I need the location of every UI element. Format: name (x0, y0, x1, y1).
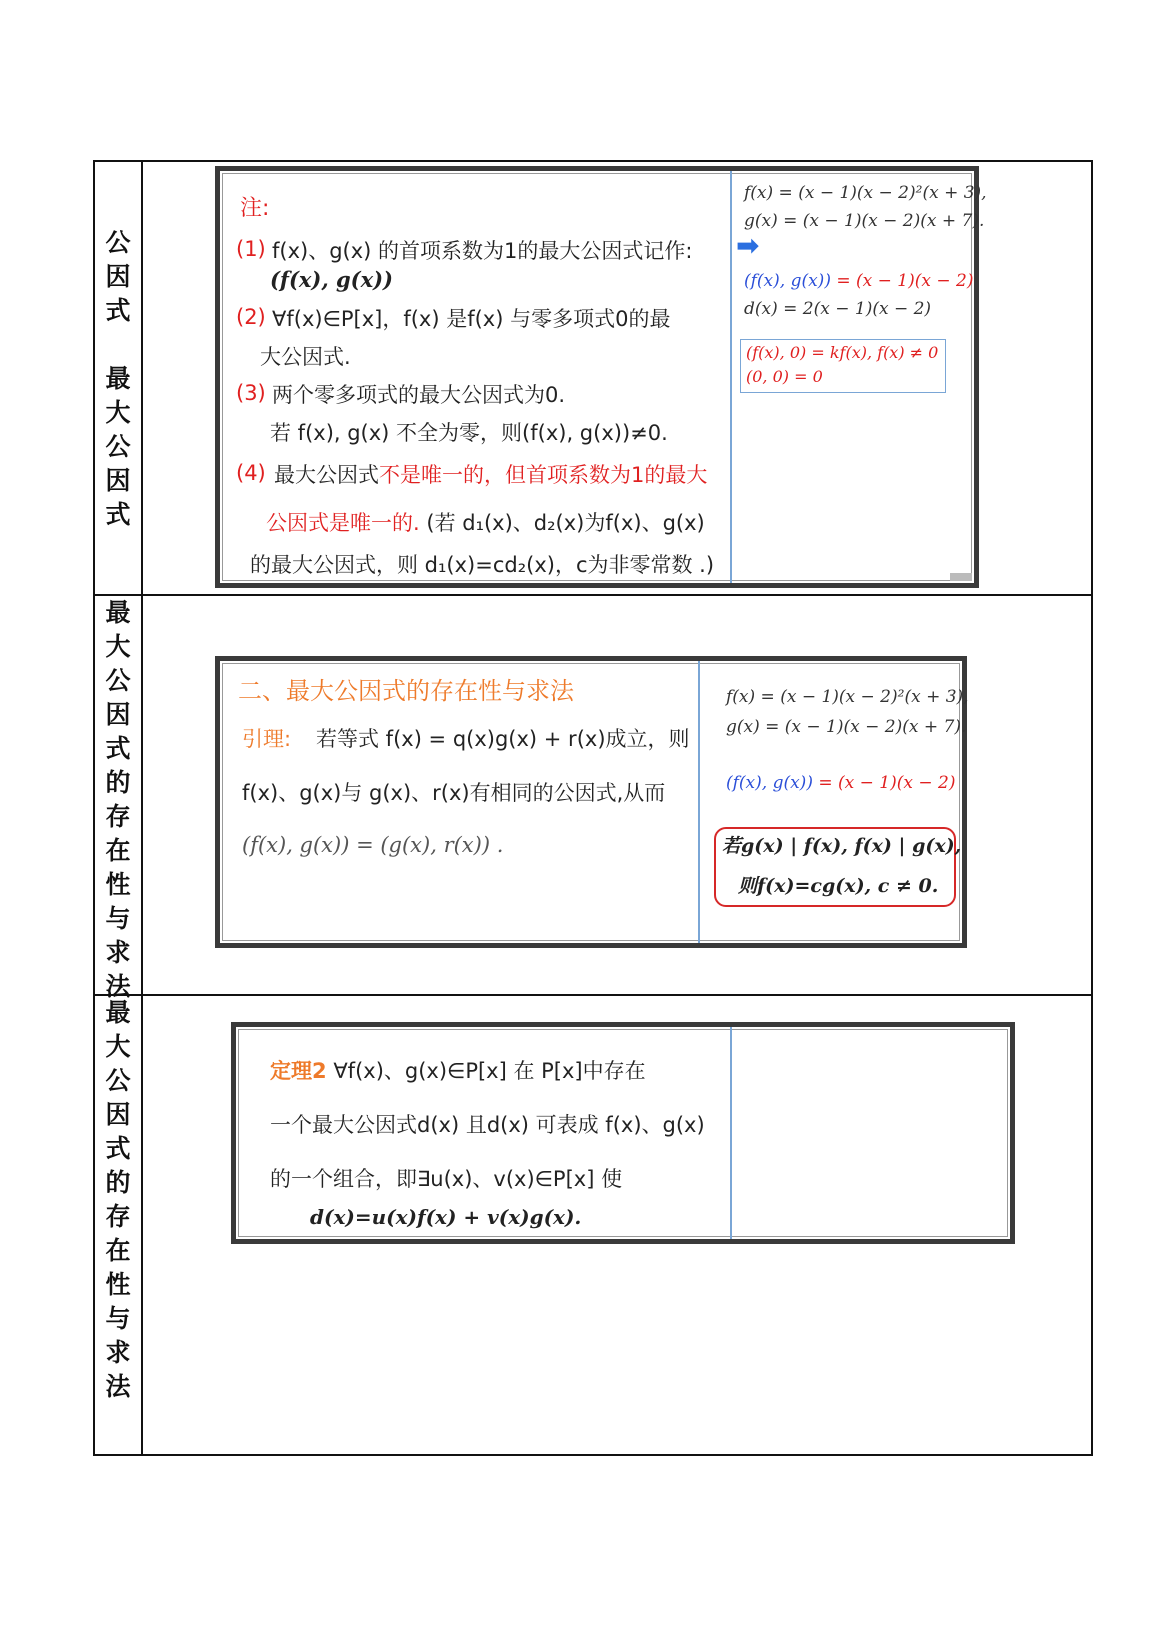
table-row (95, 996, 1091, 1454)
item-number: (3) (236, 381, 266, 405)
label-char: 公 (105, 432, 131, 461)
side-d-formula: d(x) = 2(x − 1)(x − 2) (744, 299, 932, 319)
side-gcd (744, 271, 973, 291)
gcd-left: (f(x), g(x)) (744, 271, 831, 291)
slide-notes (215, 166, 987, 588)
item-text-black: 最大公因式 (274, 463, 379, 487)
label-char: 大 (105, 1032, 131, 1061)
label-char: 公 (105, 1066, 131, 1095)
label-char: 的 (105, 768, 131, 797)
label-char: 求 (105, 1338, 131, 1367)
item-number: (1) (236, 237, 266, 261)
item-text-red: 不是唯一的，但首项系数为1的最大 (379, 463, 708, 487)
item-text-red: 公因式是唯一的. (266, 511, 420, 535)
side-gcd (726, 773, 955, 793)
label-char: 因 (105, 700, 131, 729)
theorem-label: 定理2 (270, 1059, 327, 1083)
label-char: 最 (105, 364, 131, 393)
item-text: f(x)、g(x) 的首项系数为1的最大公因式记作: (272, 239, 693, 263)
label-char: 性 (105, 1270, 131, 1299)
item-text: 大公因式. (260, 345, 351, 369)
label-char: 存 (105, 1202, 131, 1231)
row-label (95, 596, 143, 1001)
label-char: 性 (105, 870, 131, 899)
table-row (95, 162, 1091, 596)
label-char: 因 (105, 1100, 131, 1129)
slide-divider (730, 171, 732, 583)
side-f-formula: f(x) = (x − 1)(x − 2)²(x + 3), (726, 687, 969, 707)
slide-theorem (231, 1022, 1015, 1244)
note-title: 注: (240, 196, 270, 221)
slide-heading: 二、最大公因式的存在性与求法 (238, 677, 574, 705)
label-char: 式 (105, 296, 131, 325)
item-text: 若 f(x), g(x) 不全为零，则(f(x), g(x))≠0. (270, 421, 668, 445)
label-char: 大 (105, 398, 131, 427)
label-char: 法 (105, 972, 131, 1001)
side-g-formula: g(x) = (x − 1)(x − 2)(x + 7). (744, 211, 985, 231)
label-char: 最 (105, 598, 131, 627)
item-text (274, 459, 707, 489)
lemma-text: 若等式 f(x) = q(x)g(x) + r(x)成立，则 (316, 727, 690, 751)
label-char: 与 (105, 1304, 131, 1333)
label-char: 在 (105, 1236, 131, 1265)
lemma-formula: (f(x), g(x)) = (g(x), r(x)) . (242, 833, 504, 857)
label-char: 与 (105, 904, 131, 933)
theorem-text: 一个最大公因式d(x) 且d(x) 可表成 f(x)、g(x) (270, 1113, 705, 1137)
theorem-line (270, 1055, 646, 1085)
notes-table (93, 160, 1093, 1456)
label-char: 在 (105, 836, 131, 865)
item-text: 两个零多项式的最大公因式为0. (272, 383, 566, 407)
label-char: 法 (105, 1372, 131, 1401)
gcd-left: (f(x), g(x)) (726, 773, 813, 793)
item-number: (4) (236, 461, 266, 485)
side-box-line: 则f(x)=cg(x), c ≠ 0. (738, 875, 939, 897)
label-char: 公 (105, 666, 131, 695)
slide-corner (950, 573, 972, 581)
item-text: 的最大公因式，则 d₁(x)=cd₂(x)，c为非零常数 .) (250, 553, 715, 577)
slide-existence (215, 656, 967, 948)
side-box-line: (f(x), 0) = kf(x), f(x) ≠ 0 (746, 343, 939, 362)
gcd-right: = (x − 1)(x − 2) (818, 773, 956, 793)
label-char: 因 (105, 466, 131, 495)
label-char: 式 (105, 1134, 131, 1163)
label-char: 大 (105, 632, 131, 661)
gcd-right: = (x − 1)(x − 2) (836, 271, 974, 291)
label-char: 的 (105, 1168, 131, 1197)
row-label (95, 162, 143, 594)
label-char: 因 (105, 262, 131, 291)
slide-divider (698, 661, 700, 943)
item-text: ∀f(x)∈P[x]，f(x) 是f(x) 与零多项式0的最 (272, 307, 671, 331)
theorem-formula: d(x)=u(x)f(x) + v(x)g(x). (310, 1205, 582, 1229)
item-text (266, 507, 705, 537)
arrow-right-icon: ➡ (736, 229, 760, 262)
lemma-label: 引理: (242, 727, 292, 751)
label-char: 式 (105, 500, 131, 529)
table-row (95, 596, 1091, 1001)
slide-divider (730, 1027, 732, 1239)
label-char: 最 (105, 998, 131, 1027)
item-formula: (f(x), g(x)) (270, 267, 393, 292)
label-char: 式 (105, 734, 131, 763)
label-char: 公 (105, 228, 131, 257)
side-f-formula: f(x) = (x − 1)(x − 2)²(x + 3), (744, 183, 987, 203)
side-box-line: (0, 0) = 0 (746, 367, 823, 386)
lemma-text: f(x)、g(x)与 g(x)、r(x)有相同的公因式,从而 (242, 781, 666, 805)
label-char: 求 (105, 938, 131, 967)
label-char: 存 (105, 802, 131, 831)
theorem-text: 的一个组合，即∃u(x)、v(x)∈P[x] 使 (270, 1167, 623, 1191)
item-text-black: (若 d₁(x)、d₂(x)为f(x)、g(x) (426, 511, 705, 535)
row-label (95, 996, 143, 1454)
side-g-formula: g(x) = (x − 1)(x − 2)(x + 7). (726, 717, 967, 737)
theorem-text: ∀f(x)、g(x)∈P[x] 在 P[x]中存在 (333, 1059, 646, 1083)
side-box-line: 若g(x) | f(x), f(x) | g(x), (722, 835, 962, 857)
item-number: (2) (236, 305, 266, 329)
